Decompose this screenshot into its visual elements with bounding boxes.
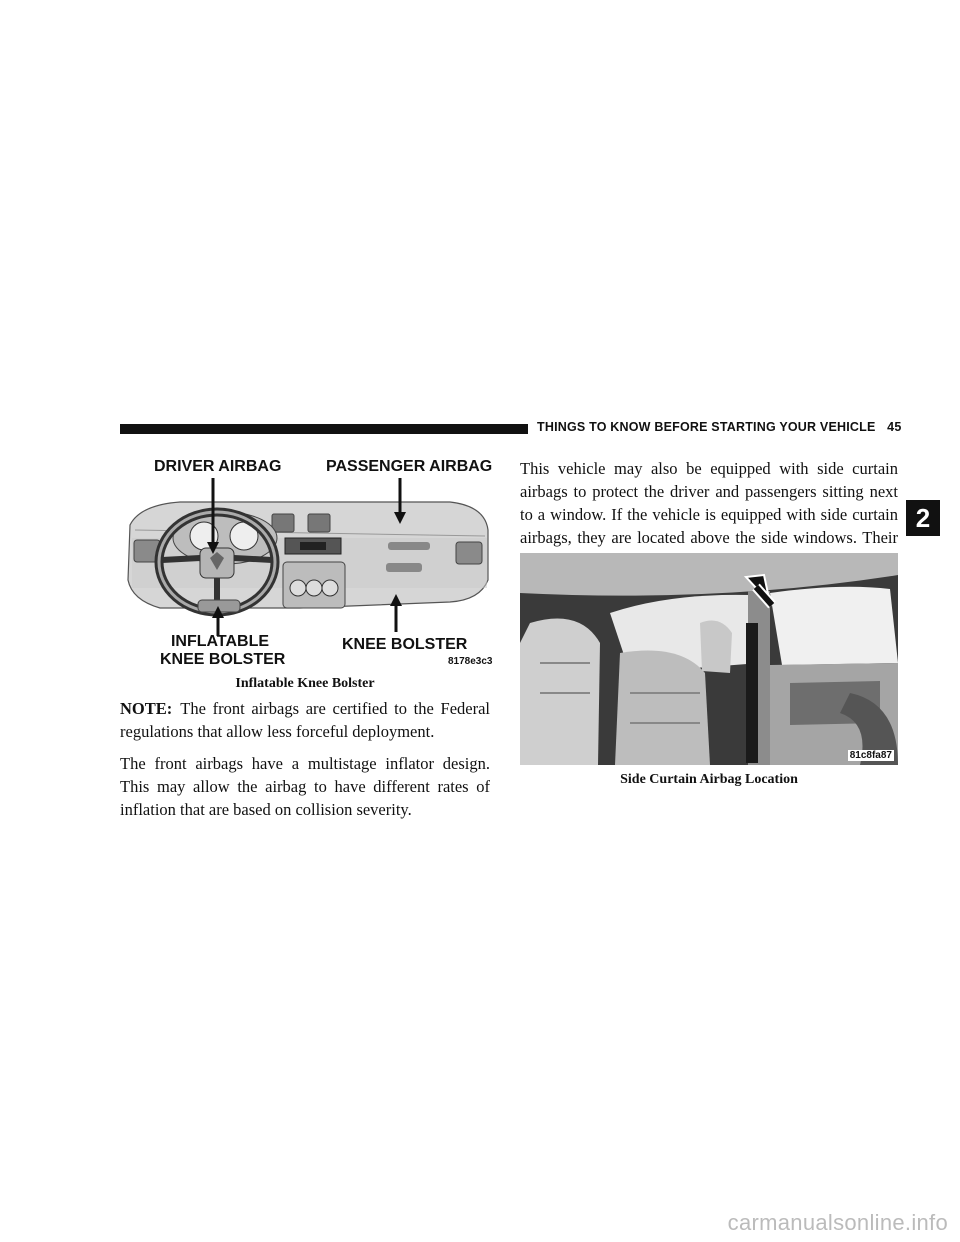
- left-column-text: [120, 697, 490, 830]
- inflatable-label-line1: INFLATABLE: [170, 633, 270, 650]
- inflatable-knee-bolster-label: [160, 633, 286, 669]
- figure-code: 8178e3c3: [448, 656, 493, 667]
- knee-bolster-figure: [120, 450, 493, 680]
- side-curtain-paragraph: This vehicle may also be equipped with side curtain airbags to protect the driver and passengers sitting next to a window. If the vehicle is equipped with side curtain airbags, they are located above the side windows. Their: [520, 459, 898, 547]
- section-title: THINGS TO KNOW BEFORE STARTING YOUR VEHICLE: [537, 420, 876, 434]
- running-header: [537, 420, 902, 434]
- figure1-caption: Inflatable Knee Bolster: [235, 676, 375, 691]
- interior-photo: [520, 553, 898, 765]
- figure2-caption: Side Curtain Airbag Location: [620, 772, 798, 787]
- header-rule: [120, 424, 528, 434]
- passenger-airbag-label: PASSENGER AIRBAG: [326, 458, 493, 475]
- note-label: NOTE:: [120, 699, 173, 718]
- driver-airbag-label: DRIVER AIRBAG: [154, 458, 282, 475]
- knee-bolster-label: KNEE BOLSTER: [342, 636, 468, 653]
- watermark[interactable]: carmanualsonline.info: [727, 1210, 948, 1235]
- side-curtain-figure: [520, 553, 898, 765]
- note-text: The front airbags are certified to the Federal regulations that allow less forceful deployment.: [120, 699, 490, 741]
- inflatable-label-line2: KNEE BOLSTER: [160, 651, 286, 668]
- page-number: 45: [887, 420, 902, 434]
- chapter-tab: 2: [906, 500, 940, 536]
- figure-code: 81c8fa87: [849, 750, 892, 761]
- note-paragraph: [120, 697, 490, 743]
- inflator-paragraph: The front airbags have a multistage inflator design. This may allow the airbag to have different rates of inflation that are based on collision severity.: [120, 754, 490, 819]
